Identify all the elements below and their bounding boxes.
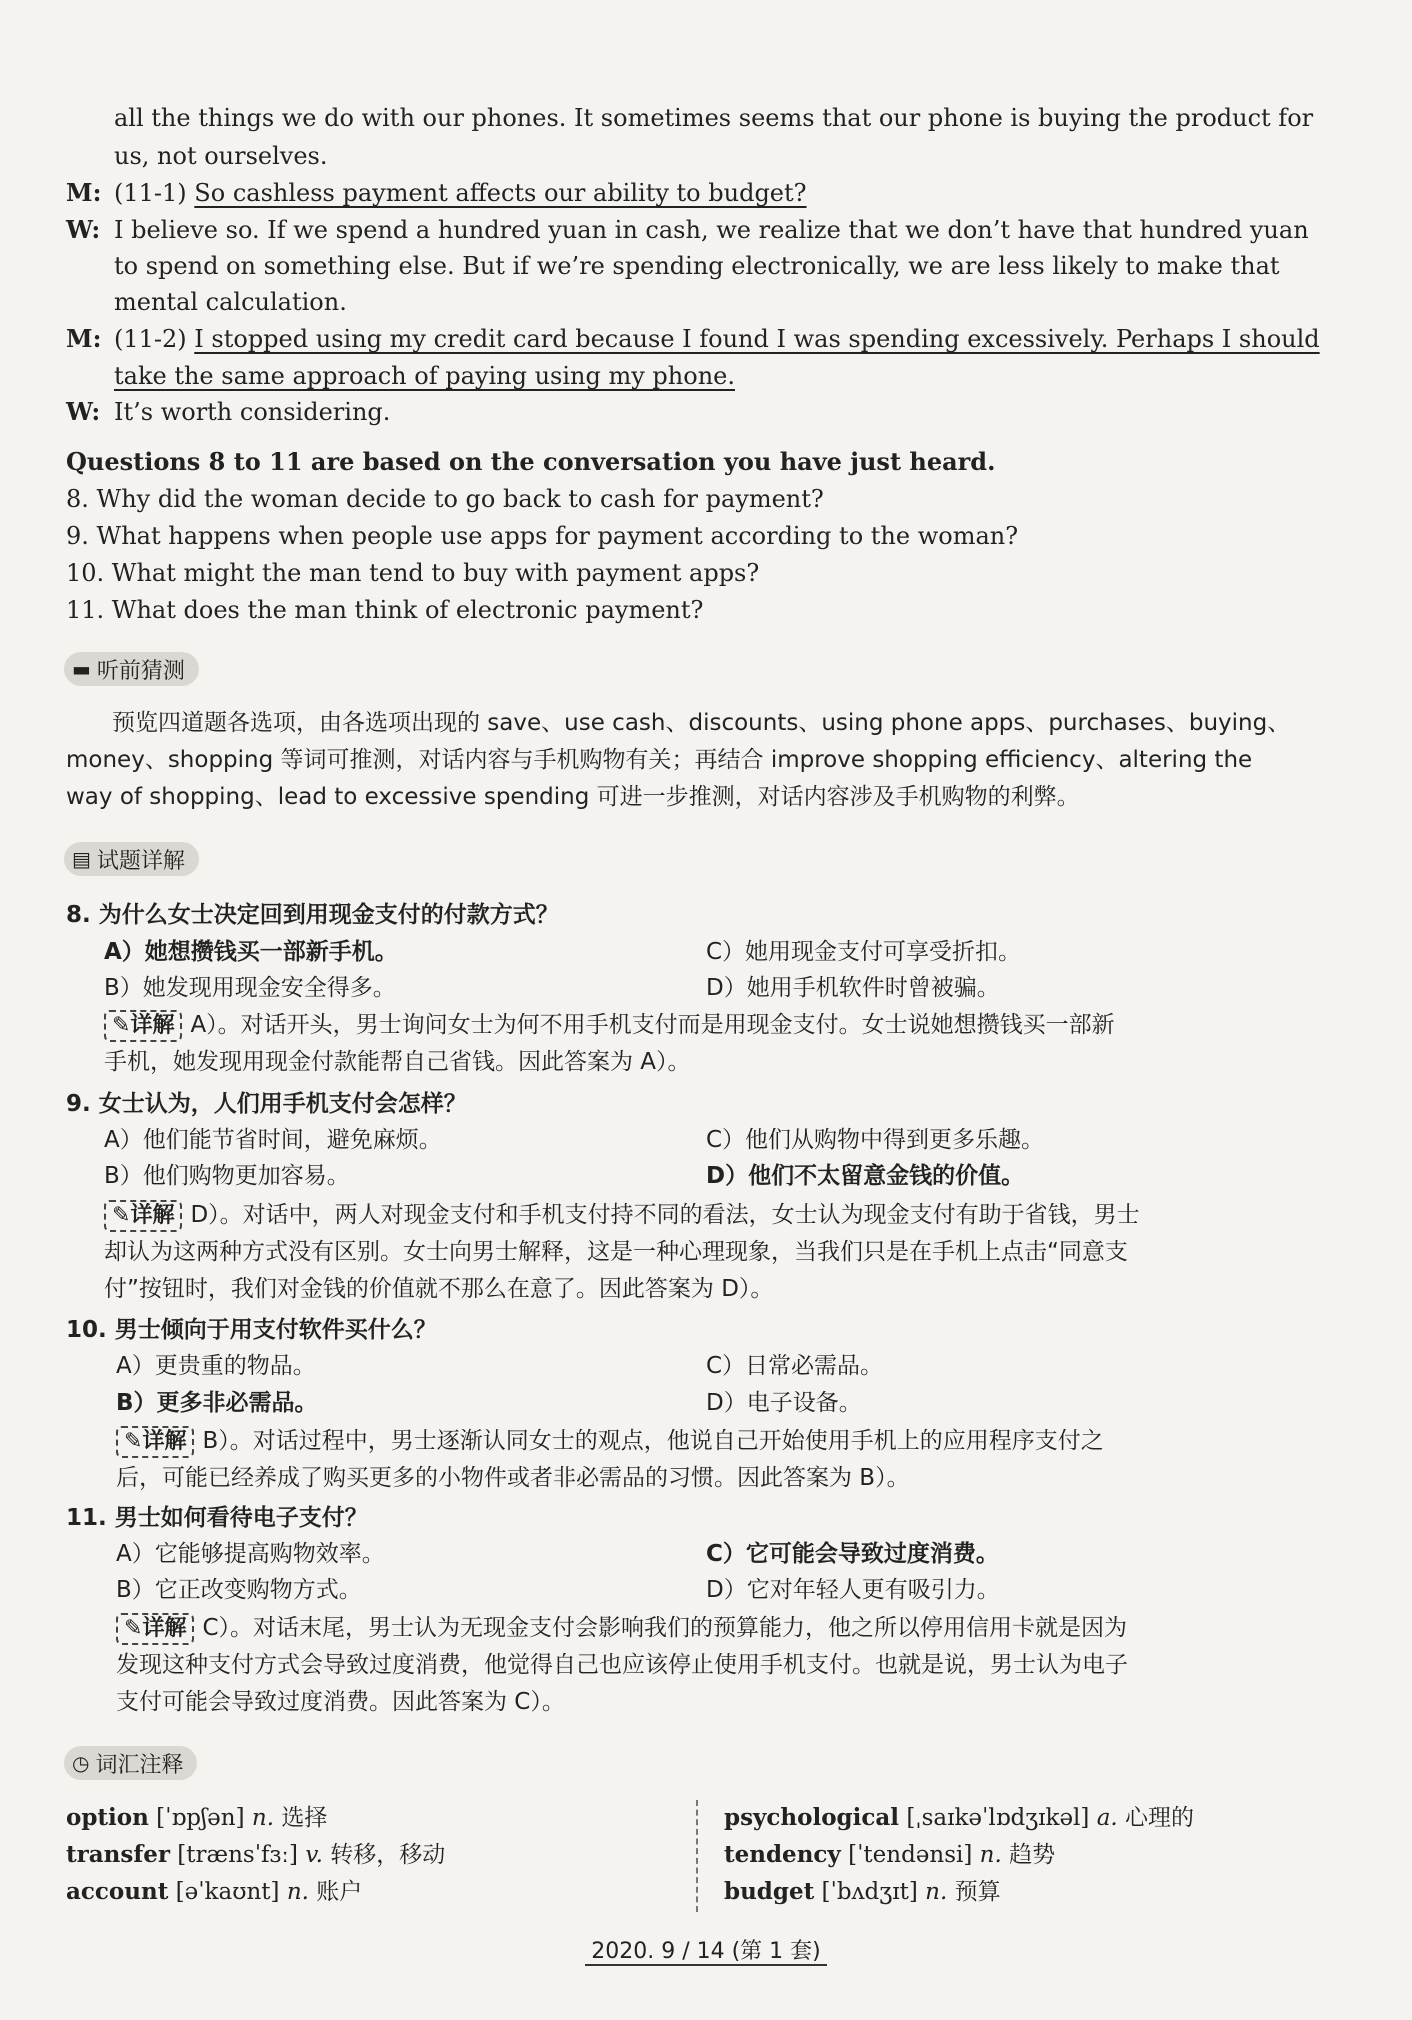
option-b: B）更多非必需品。 bbox=[116, 1390, 318, 1416]
dialogue-line bbox=[114, 175, 807, 211]
explanation: ✎详解 D）。对话中，两人对现金支付和手机支付持不同的看法，女士认为现金支付有助于省钱，男士 却认为这两种方式没有区别。女士向男士解释，这是一种心理现象，当我们只是在手机上点击“同意支 付”按钮时，我们对金钱的价值就不那么在意了。因此答案为 D）。 bbox=[104, 1202, 1140, 1302]
dialogue-line bbox=[114, 321, 1320, 357]
question-item: 9. What happens when people use apps for payment according to the woman? bbox=[66, 522, 1019, 550]
vocab-entry: account [əˈkaʊnt] n. 账户 bbox=[66, 1878, 363, 1905]
vocab-entry: psychological [ˌsaɪkəˈlɒdʒɪkəl] a. 心理的 bbox=[724, 1804, 1195, 1831]
pencil-icon: ✎ bbox=[112, 1013, 131, 1038]
vocab-entry: budget [ˈbʌdʒɪt] n. 预算 bbox=[724, 1878, 1001, 1905]
explanation-tag: ✎详解 bbox=[116, 1426, 194, 1458]
questions-heading: Questions 8 to 11 are based on the conversation you have just heard. bbox=[66, 447, 996, 476]
paragraph-line: way of shopping、lead to excessive spending 可进一步推测，对话内容涉及手机购物的利弊。 bbox=[66, 784, 1080, 810]
dialogue-tag: (11-2) bbox=[114, 325, 187, 353]
option-d: D）电子设备。 bbox=[706, 1390, 862, 1416]
question-item: 8. Why did the woman decide to go back to cash for payment? bbox=[66, 485, 824, 513]
speaker-label: M: bbox=[66, 324, 102, 353]
option-a: A）它能够提高购物效率。 bbox=[116, 1541, 385, 1567]
dialogue-underlined: I stopped using my credit card because I found I was spending excessively. Perhaps I should bbox=[194, 325, 1320, 353]
explanation: ✎详解 A）。对话开头，男士询问女士为何不用手机支付而是用现金支付。女士说她想攒钱买一部新 手机，她发现用现金付款能帮自己省钱。因此答案为 A）。 bbox=[104, 1012, 1115, 1075]
option-d: D）她用手机软件时曾被骗。 bbox=[706, 975, 1000, 1001]
option-a: A）她想攒钱买一部新手机。 bbox=[104, 939, 398, 965]
section-header bbox=[64, 842, 199, 876]
dialogue-line: to spend on something else. But if we’re spending electronically, we are less likely to make that bbox=[114, 252, 1280, 280]
paragraph-line: money、shopping 等词可推测，对话内容与手机购物有关；再结合 improve shopping efficiency、altering the bbox=[66, 747, 1253, 773]
vocab-entry: option [ˈɒpʃən] n. 选择 bbox=[66, 1804, 328, 1831]
option-c: C）它可能会导致过度消费。 bbox=[706, 1541, 999, 1567]
speaker-label: M: bbox=[66, 178, 102, 207]
option-c: C）日常必需品。 bbox=[706, 1353, 884, 1379]
dialogue-tag: (11-1) bbox=[114, 179, 187, 207]
vocab-entry: transfer [trænsˈfɜː] v. 转移，移动 bbox=[66, 1841, 446, 1868]
option-a: A）更贵重的物品。 bbox=[116, 1353, 316, 1379]
explanation: ✎详解 B）。对话过程中，男士逐渐认同女士的观点，他说自己开始使用手机上的应用程序支付之 后，可能已经养成了购买更多的小物件或者非必需品的习惯。因此答案为 B）。 bbox=[116, 1428, 1104, 1491]
option-b: B）它正改变购物方式。 bbox=[116, 1577, 362, 1603]
question-item: 11. What does the man think of electronic payment? bbox=[66, 596, 704, 624]
section-header bbox=[64, 1746, 197, 1780]
footer-label: 2020. 9 / 14 (第 1 套) bbox=[585, 1939, 827, 1966]
question-stem: 10. 男士倾向于用支付软件买什么？ bbox=[66, 1317, 437, 1343]
question-stem: 8. 为什么女士决定回到用现金支付的付款方式？ bbox=[66, 902, 559, 928]
page-footer bbox=[0, 1934, 1412, 1965]
section-title: 试题详解 bbox=[96, 848, 185, 874]
vocab-entry: tendency [ˈtendənsi] n. 趋势 bbox=[724, 1841, 1056, 1868]
clock-icon: ◷ bbox=[72, 1751, 90, 1775]
dialogue-line: It’s worth considering. bbox=[114, 398, 391, 426]
speaker-label: W: bbox=[66, 215, 101, 244]
question-stem: 9. 女士认为，人们用手机支付会怎样？ bbox=[66, 1091, 467, 1117]
option-a: A）他们能节省时间，避免麻烦。 bbox=[104, 1127, 442, 1153]
folder-icon: ▬ bbox=[72, 657, 91, 681]
prediction-paragraph bbox=[66, 705, 1326, 816]
section-title: 听前猜测 bbox=[96, 658, 185, 684]
option-b: B）他们购物更加容易。 bbox=[104, 1163, 350, 1189]
option-c: C）他们从购物中得到更多乐趣。 bbox=[706, 1127, 1045, 1153]
option-d: D）它对年轻人更有吸引力。 bbox=[706, 1577, 1000, 1603]
speaker-label: W: bbox=[66, 397, 101, 426]
vocab-divider bbox=[696, 1800, 698, 1912]
explanation-tag: ✎详解 bbox=[116, 1613, 194, 1645]
explanation-tag: ✎详解 bbox=[104, 1010, 182, 1042]
pencil-icon: ✎ bbox=[112, 1203, 131, 1228]
option-c: C）她用现金支付可享受折扣。 bbox=[706, 939, 1022, 965]
section-title: 词汇注释 bbox=[95, 1752, 184, 1778]
question-stem: 11. 男士如何看待电子支付？ bbox=[66, 1505, 368, 1531]
paragraph-line: 预览四道题各选项，由各选项出现的 save、use cash、discounts、using phone apps、purchases、buying、 bbox=[112, 710, 1291, 736]
dialogue-underlined: take the same approach of paying using my phone. bbox=[114, 362, 735, 390]
explanation-tag: ✎详解 bbox=[104, 1200, 182, 1232]
dialogue-line: I believe so. If we spend a hundred yuan in cash, we realize that we don’t have that hundred yuan bbox=[114, 216, 1309, 244]
dialogue-line: all the things we do with our phones. It sometimes seems that our phone is buying the product for bbox=[114, 104, 1314, 132]
dialogue-line: us, not ourselves. bbox=[114, 142, 328, 170]
explanation: ✎详解 C）。对话末尾，男士认为无现金支付会影响我们的预算能力，他之所以停用信用卡就是因为 发现这种支付方式会导致过度消费，他觉得自己也应该停止使用手机支付。也就是说，男士认为电子 支付可能会导致过度消费。因此答案为 C）。 bbox=[116, 1615, 1128, 1715]
book-icon: ▤ bbox=[72, 847, 91, 871]
pencil-icon: ✎ bbox=[124, 1429, 143, 1454]
section-header bbox=[64, 652, 199, 686]
pencil-icon: ✎ bbox=[124, 1616, 143, 1641]
option-d: D）他们不太留意金钱的价值。 bbox=[706, 1163, 1025, 1189]
question-item: 10. What might the man tend to buy with payment apps? bbox=[66, 559, 760, 587]
dialogue-underlined: So cashless payment affects our ability to budget? bbox=[194, 179, 807, 207]
dialogue-line: mental calculation. bbox=[114, 288, 347, 316]
option-b: B）她发现用现金安全得多。 bbox=[104, 975, 396, 1001]
